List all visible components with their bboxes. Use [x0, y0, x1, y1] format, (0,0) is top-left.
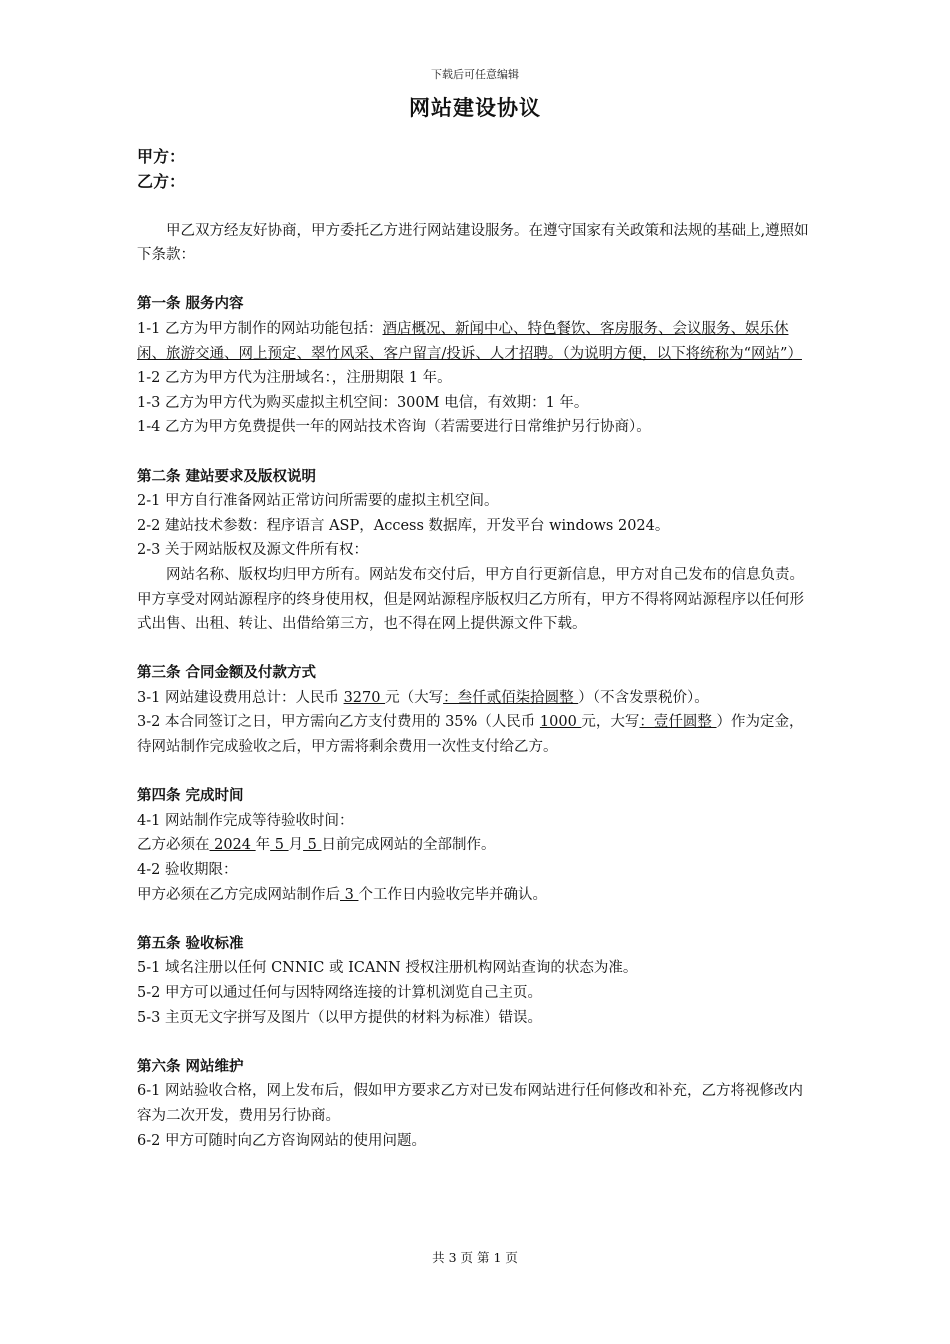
acceptance-days: 3 [340, 886, 359, 903]
spacer [137, 268, 817, 293]
clause-2-3-body: 网站名称、版权均归甲方所有。网站发布交付后，甲方自行更新信息，甲方对自己发布的信息负责。甲方享受对网站源程序的终身使用权，但是网站源程序版权归乙方所有，甲方不得将网站源程序以任何形式出售、出租、转让、出借给第三方，也不得在网上提供源文件下载。 [137, 566, 804, 633]
deadline-text-d: 日前完成网站的全部制作。 [321, 837, 496, 854]
deadline-text-a: 乙方必须在 [137, 837, 210, 854]
section-4-heading: 第四条 完成时间 [137, 787, 244, 805]
spacer [137, 194, 817, 219]
spacer [137, 440, 817, 465]
clause-3-2-text-a: 3-2 本合同签订之日，甲方需向乙方支付费用的 35%（人民币 [137, 714, 540, 731]
acceptance-line [137, 883, 817, 908]
clause-3-2-text-b: 元，大写 [581, 714, 640, 731]
clause-3-1 [137, 686, 817, 711]
clause-1-3: 1-3 乙方为甲方代为购买虚拟主机空间：300M 电信，有效期：1 年。 [137, 394, 589, 411]
spacer [137, 1030, 817, 1055]
party-b-label: 乙方： [137, 172, 186, 191]
deadline-text-b: 年 [255, 837, 271, 854]
party-a-label: 甲方： [137, 147, 186, 166]
deadline-line [137, 833, 817, 858]
clause-1-4: 1-4 乙方为甲方免费提供一年的网站技术咨询（若需要进行日常维护另行协商）。 [137, 419, 651, 436]
spacer [137, 907, 817, 932]
document-title: 网站建设协议 [409, 95, 541, 120]
clause-3-1-text-a: 3-1 网站建设费用总计：人民币 [137, 689, 344, 706]
clause-4-2: 4-2 验收期限： [137, 862, 238, 879]
deadline-text-c: 月 [288, 837, 304, 854]
spacer [137, 760, 817, 785]
document-body [137, 144, 817, 1153]
clause-2-3: 2-3 关于网站版权及源文件所有权： [137, 542, 368, 559]
acceptance-text-b: 个工作日内验收完毕并确认。 [358, 886, 547, 903]
total-amount: 3270 [343, 689, 386, 706]
section-6-heading: 第六条 网站维护 [137, 1057, 244, 1075]
clause-6-1: 6-1 网站验收合格，网上发布后，假如甲方要求乙方对已发布网站进行任何修改和补充，乙方将视修改内容为二次开发，费用另行协商。 [137, 1083, 803, 1124]
page-footer: 共 3 页 第 1 页 [432, 1250, 518, 1265]
clause-2-1: 2-1 甲方自行准备网站正常访问所需要的虚拟主机空间。 [137, 493, 499, 510]
deposit-amount-words: ：壹仟圆整 [639, 714, 717, 731]
clause-1-1-features: 酒店概况、新闻中心、特色餐饮、客房服务、会议服务、娱乐休闲、旅游交通、网上预定、翠竹风采、客户留言/投诉、人才招聘。（为说明方便，以下将统称为“网站”） [137, 320, 802, 362]
clause-5-1: 5-1 域名注册以任何 CNNIC 或 ICANN 授权注册机构网站查询的状态为准。 [137, 960, 638, 977]
total-amount-words: ：叁仟贰佰柒拾圆整 [443, 689, 579, 706]
deadline-month: 5 [270, 837, 289, 854]
section-2-heading: 第二条 建站要求及版权说明 [137, 467, 317, 485]
deposit-amount: 1000 [539, 714, 582, 731]
section-5-heading: 第五条 验收标准 [137, 934, 244, 952]
spacer [137, 637, 817, 662]
clause-3-2 [137, 710, 817, 759]
clause-3-2-text-c: ）作为定金，待网站制作完成验收之后，甲方需将剩余费用一次性支付给乙方。 [137, 714, 804, 756]
section-1-heading: 第一条 服务内容 [137, 295, 244, 313]
deadline-day: 5 [303, 837, 322, 854]
clause-5-3: 5-3 主页无文字拼写及图片（以甲方提供的材料为标准）错误。 [137, 1009, 542, 1026]
intro-paragraph: 甲乙双方经友好协商，甲方委托乙方进行网站建设服务。在遵守国家有关政策和法规的基础上,遵照如下条款： [137, 222, 809, 264]
clause-2-2: 2-2 建站技术参数：程序语言 ASP，Access 数据库，开发平台 windows 2024。 [137, 517, 670, 534]
clause-1-2: 1-2 乙方为甲方代为注册域名：，注册期限 1 年。 [137, 370, 452, 387]
deadline-year: 2024 [209, 837, 256, 854]
clause-5-2: 5-2 甲方可以通过任何与因特网络连接的计算机浏览自己主页。 [137, 985, 542, 1001]
header-note: 下载后可任意编辑 [431, 68, 519, 81]
clause-4-1: 4-1 网站制作完成等待验收时间： [137, 812, 354, 829]
clause-3-1-text-c: ）（不含发票税价）。 [578, 689, 709, 706]
clause-1-1-prefix: 1-1 乙方为甲方制作的网站功能包括： [137, 320, 383, 337]
acceptance-text-a: 甲方必须在乙方完成网站制作后 [137, 886, 340, 903]
clause-1-1 [137, 317, 817, 366]
clause-6-2: 6-2 甲方可随时向乙方咨询网站的使用问题。 [137, 1132, 426, 1149]
section-3-heading: 第三条 合同金额及付款方式 [137, 664, 317, 682]
clause-3-1-text-b: 元（大写 [385, 689, 444, 706]
